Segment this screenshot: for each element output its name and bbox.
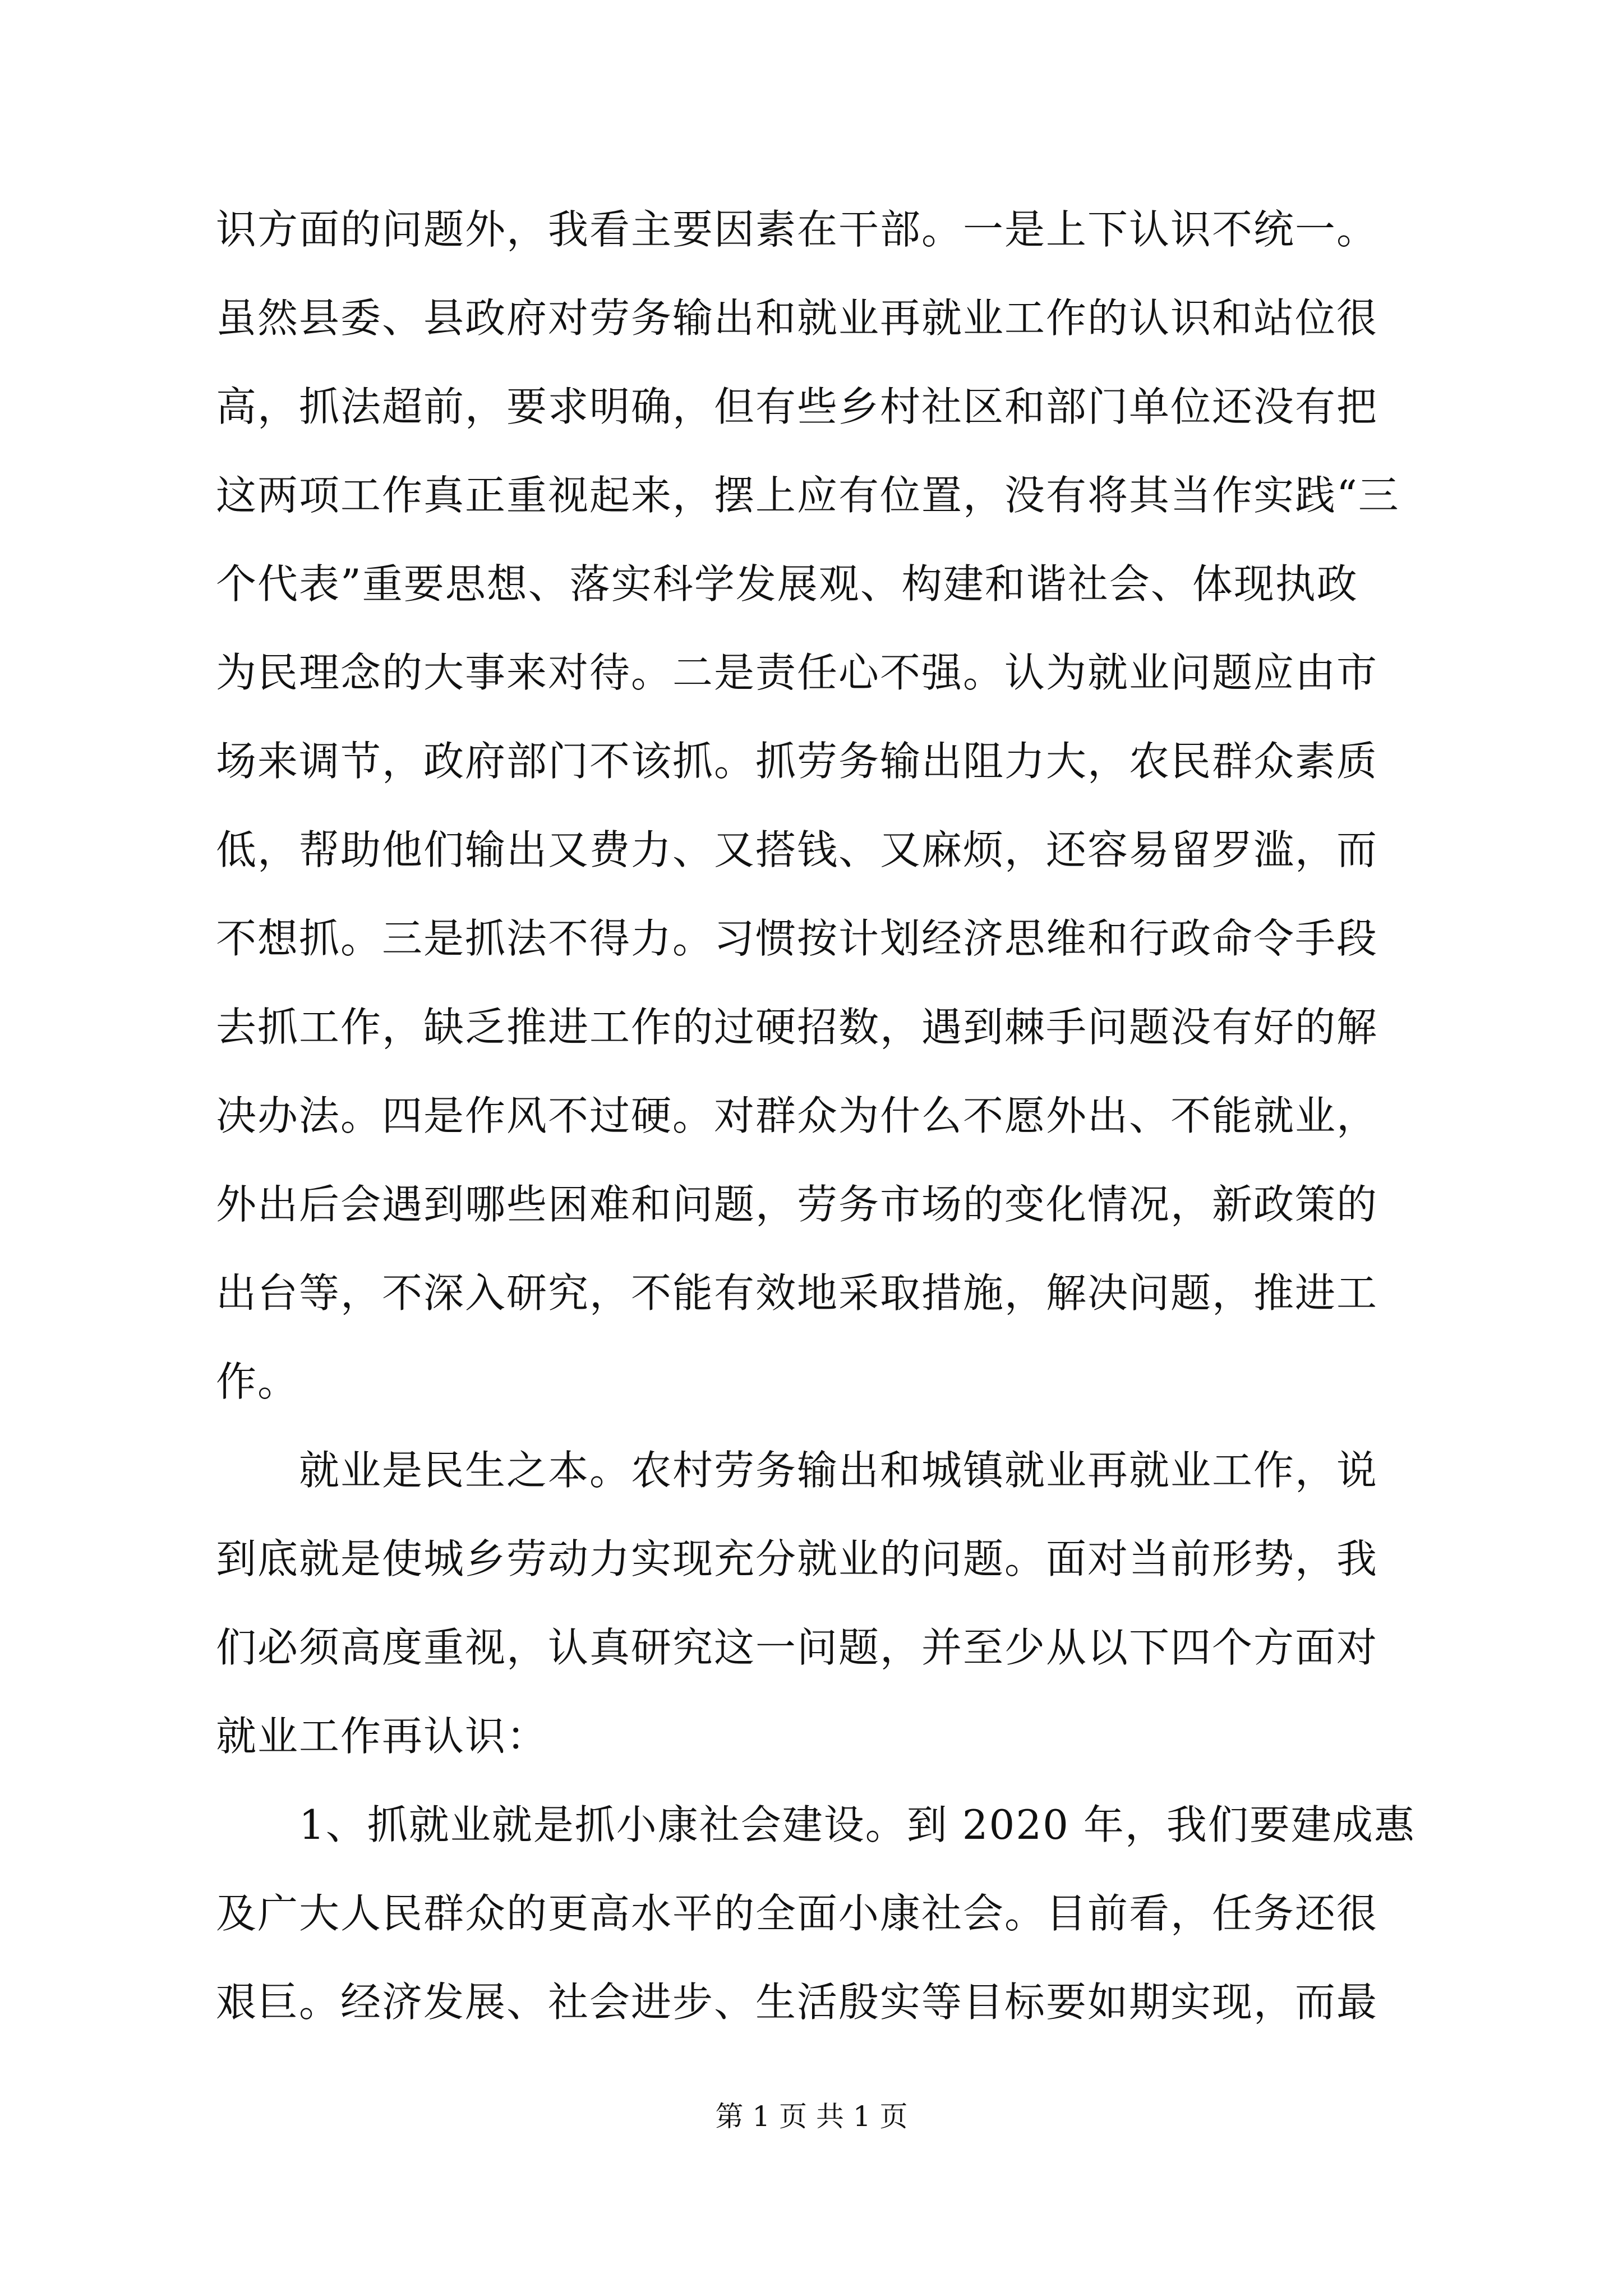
text-line: 1、抓就业就是抓小康社会建设。到 2020 年，我们要建成惠 — [216, 1801, 1415, 1848]
text-line: 这两项工作真正重视起来，摆上应有位置，没有将其当作实践“三 — [216, 472, 1400, 519]
text-line: 识方面的问题外，我看主要因素在干部。一是上下认识不统一。 — [216, 206, 1378, 253]
text-line: 就业工作再认识： — [216, 1713, 548, 1760]
page-footer: 第 1 页 共 1 页 — [715, 2100, 908, 2133]
text-line: 个代表”重要思想、落实科学发展观、构建和谐社会、体现执政 — [216, 560, 1358, 608]
text-line: 出台等，不深入研究，不能有效地采取措施，解决问题，推进工 — [216, 1269, 1378, 1317]
text-line: 去抓工作，缺乏推进工作的过硬招数，遇到棘手问题没有好的解 — [216, 1004, 1378, 1051]
text-line: 艰巨。经济发展、社会进步、生活殷实等目标要如期实现，而最 — [216, 1978, 1378, 2026]
text-line: 到底就是使城乡劳动力实现充分就业的问题。面对当前形势，我 — [216, 1535, 1378, 1582]
text-line: 作。 — [216, 1358, 299, 1405]
text-line: 虽然县委、县政府对劳务输出和就业再就业工作的认识和站位很 — [216, 295, 1378, 342]
text-line: 场来调节，政府部门不该抓。抓劳务输出阻力大，农民群众素质 — [216, 738, 1378, 785]
text-line: 就业是民生之本。农村劳务输出和城镇就业再就业工作，说 — [216, 1447, 1378, 1494]
text-line: 低，帮助他们输出又费力、又搭钱、又麻烦，还容易留罗滥，而 — [216, 826, 1378, 873]
text-line: 及广大人民群众的更高水平的全面小康社会。目前看，任务还很 — [216, 1890, 1378, 1937]
body-text — [216, 185, 1424, 2046]
text-line: 外出后会遇到哪些困难和问题，劳务市场的变化情况，新政策的 — [216, 1181, 1378, 1228]
text-line: 高，抓法超前，要求明确，但有些乡村社区和部门单位还没有把 — [216, 383, 1378, 430]
text-line: 为民理念的大事来对待。二是责任心不强。认为就业问题应由市 — [216, 649, 1378, 696]
text-line: 不想抓。三是抓法不得力。习惯按计划经济思维和行政命令手段 — [216, 915, 1378, 962]
text-line: 们必须高度重视，认真研究这一问题，并至少从以下四个方面对 — [216, 1624, 1378, 1671]
text-line: 决办法。四是作风不过硬。对群众为什么不愿外出、不能就业， — [216, 1092, 1378, 1139]
